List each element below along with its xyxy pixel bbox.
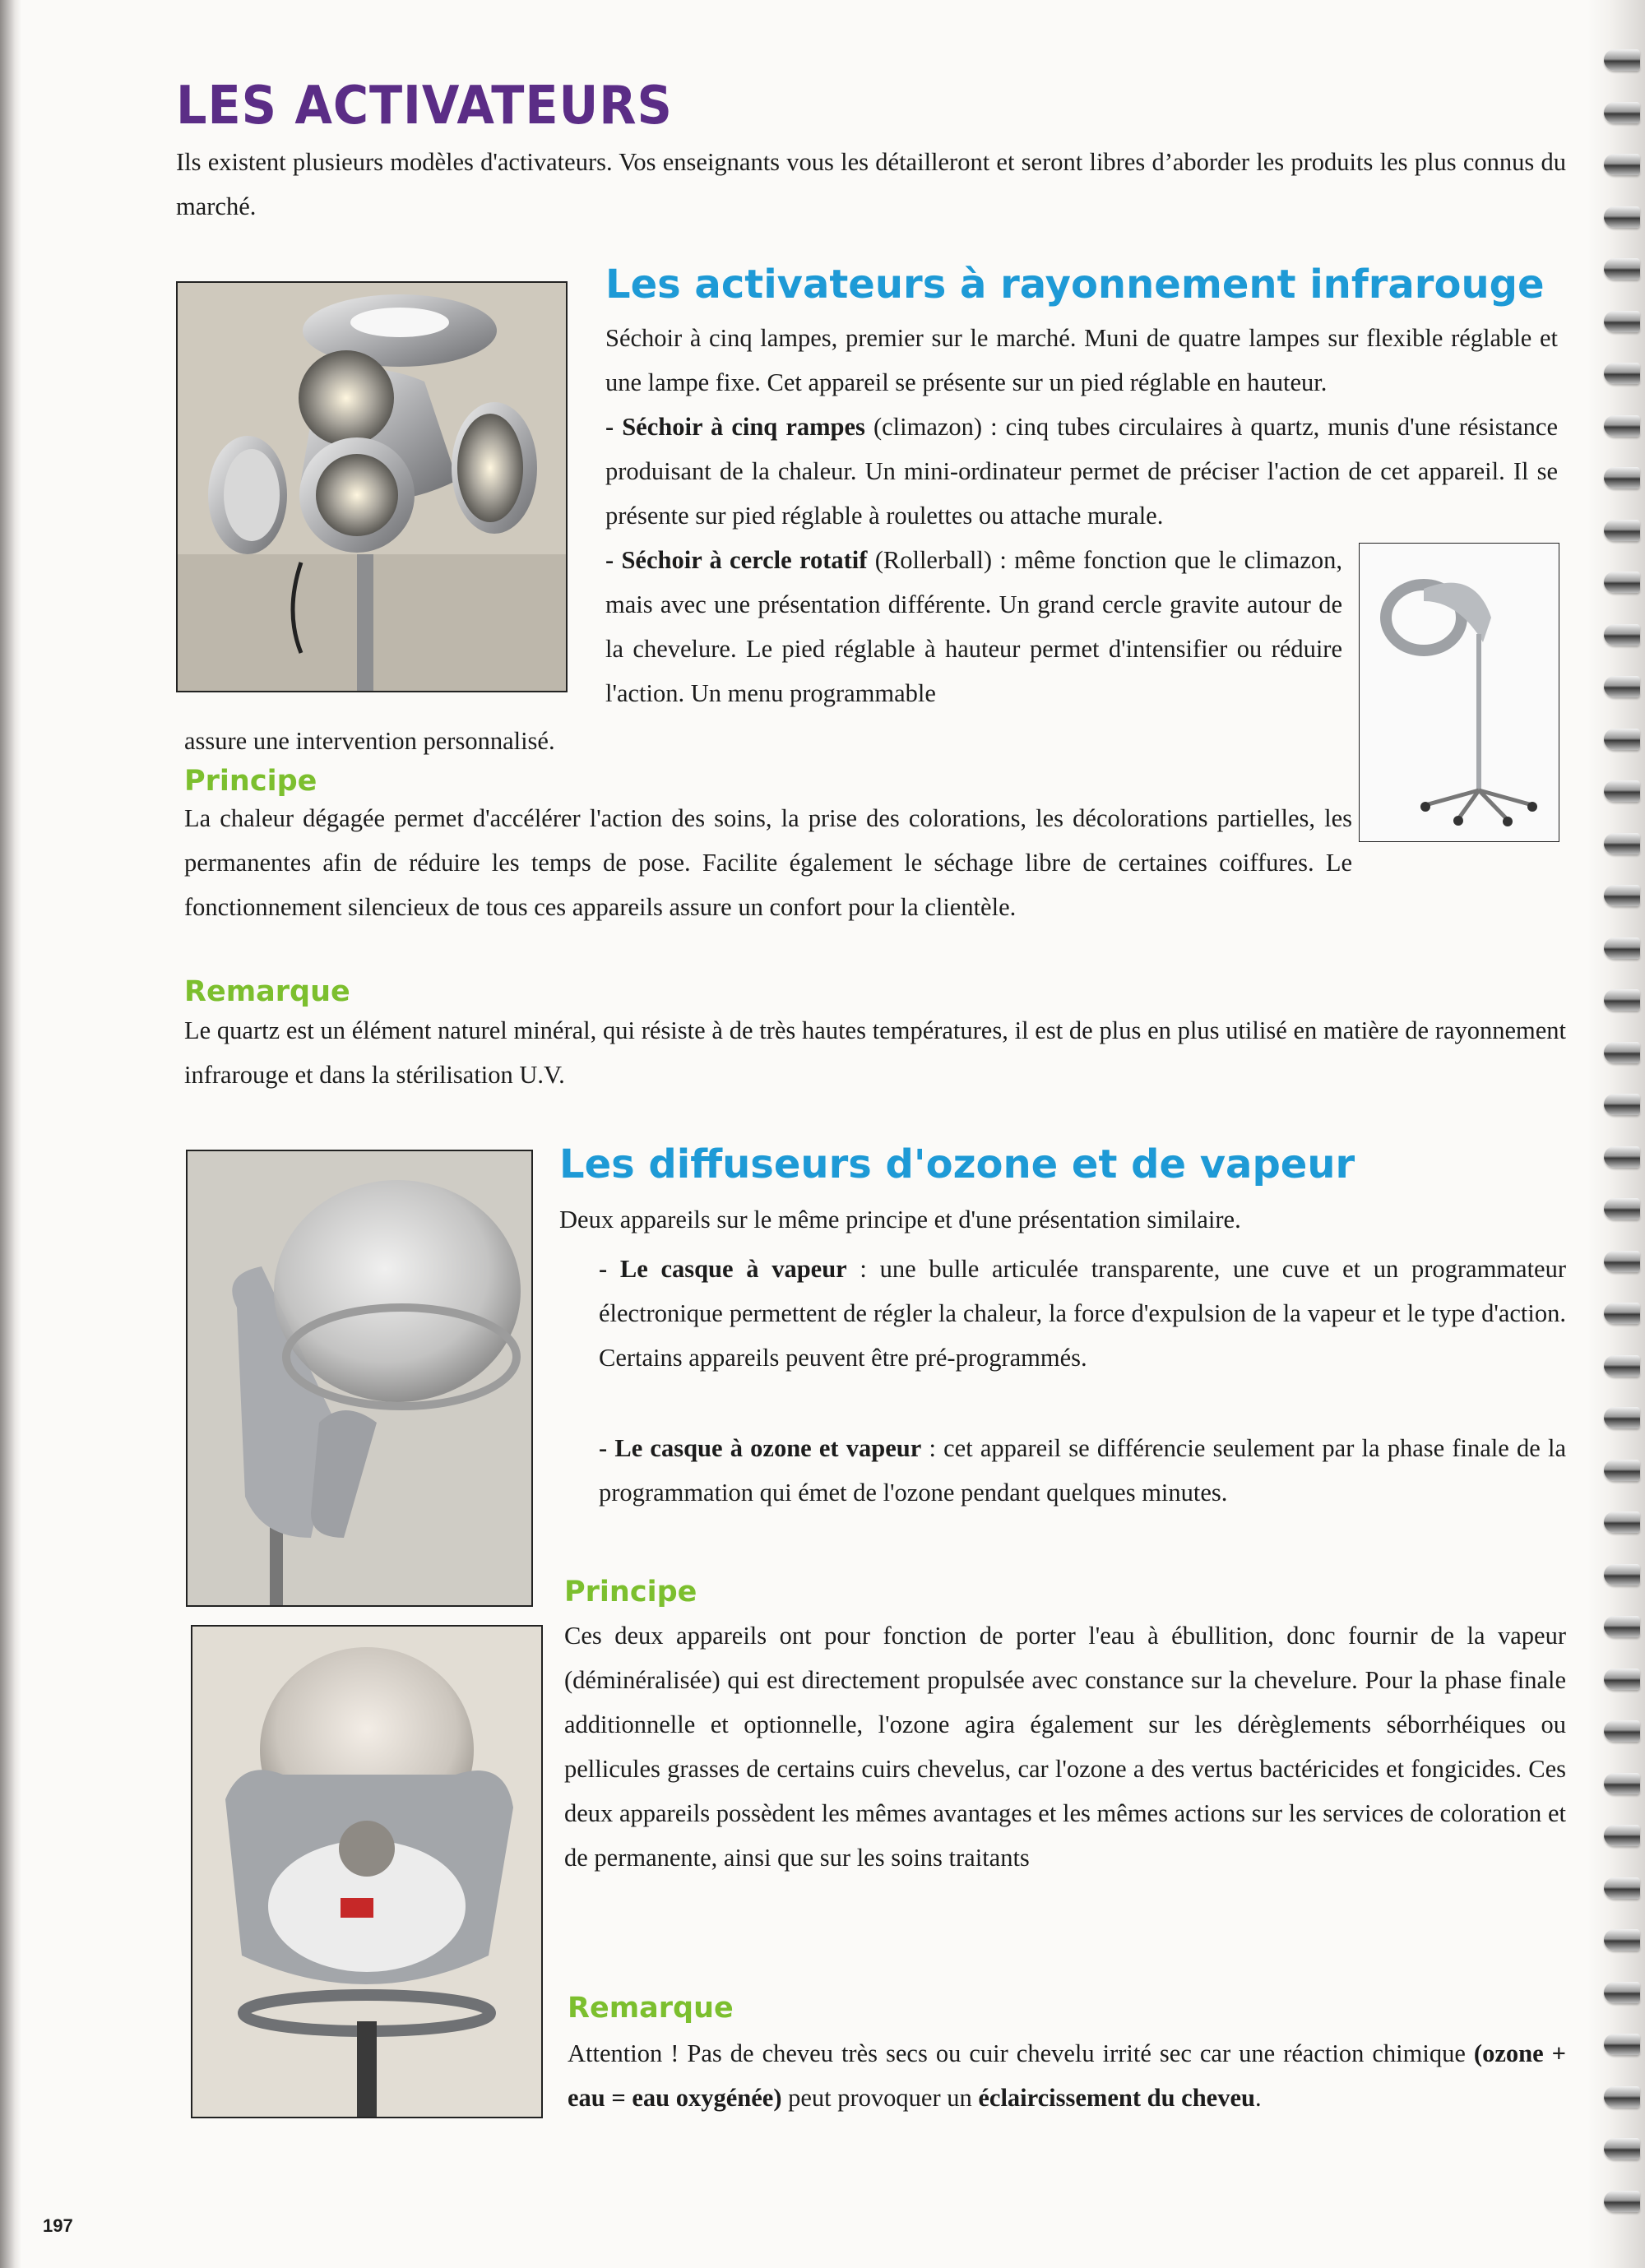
page-title: LES ACTIVATEURS: [176, 76, 673, 137]
spiral-coil: [1604, 729, 1640, 750]
spiral-coil: [1604, 1407, 1640, 1428]
spiral-coil: [1604, 833, 1640, 854]
section1-item-rotating-circle: [605, 538, 1342, 715]
spiral-coil: [1604, 2191, 1640, 2212]
spiral-coil: [1604, 676, 1640, 697]
spiral-coil: [1604, 102, 1640, 123]
section1-principe-text: La chaleur dégagée permet d'accélérer l'action des soins, la prise des colorations, les décolorations partielles, les permanentes afin de réduire les temps de pose. Facilite également le séchage libre de certaines coiffures. Le fonctionnement silencieux de tous ces appareils assure un confort pour la clientèle.: [184, 804, 1352, 921]
spiral-coil: [1604, 1982, 1640, 2003]
spiral-coil: [1604, 1303, 1640, 1324]
ozone-steam-hood-photo: [191, 1625, 543, 2118]
spiral-coil: [1604, 1929, 1640, 1951]
spiral-coil: [1604, 206, 1640, 228]
steam-hood-illustration: [188, 1151, 531, 1605]
spiral-coil: [1604, 2138, 1640, 2159]
spiral-coil: [1604, 937, 1640, 959]
item-rotating-circle-text: (Rollerball) : même fonction que le climazon, mais avec une présentation différente. Un grand cercle gravite autour de la chevelure. Le pied réglable à hauteur permet d'intensifier ou réduire l'action. Un menu programmable: [605, 546, 1342, 707]
section1-item2-continuation: assure une intervention personnalisé.: [184, 727, 555, 755]
page-binding-shadow: [0, 0, 21, 2268]
section2-heading: Les diffuseurs d'ozone et de vapeur: [559, 1141, 1355, 1187]
spiral-coil: [1604, 520, 1640, 541]
spiral-coil: [1604, 1042, 1640, 1063]
item-steam-hood-text: : une bulle articulée transparente, une cuve et un programmateur électronique permettent de régler la chaleur, la force d'expulsion de la vapeur et le type d'action. Certains appareils peuvent être pré-programmés.: [599, 1255, 1566, 1372]
section2-intro: Deux appareils sur le même principe et d'une présentation similaire.: [559, 1206, 1241, 1234]
spiral-coil: [1604, 780, 1640, 802]
spiral-coil: [1604, 624, 1640, 646]
item-ozone-steam-hood-label: - Le casque à ozone et vapeur: [599, 1434, 922, 1462]
item-rotating-circle-label: - Séchoir à cercle rotatif: [605, 546, 868, 574]
infrared-dryer-photo: [176, 281, 568, 692]
rollerball-photo: [1359, 543, 1559, 842]
ozone-steam-hood-illustration: [192, 1627, 541, 2117]
section1-heading: Les activateurs à rayonnement infrarouge: [605, 262, 1545, 308]
item-five-ramps-text: (climazon) : cinq tubes circulaires à quartz, munis d'une résistance produisant de la chaleur. Un mini-ordinateur permet de préciser l'action de cet appareil. Il se présente sur pied réglable à roulettes ou attache murale.: [605, 413, 1558, 530]
section1-item-five-ramps: [605, 405, 1558, 538]
spiral-coil: [1604, 572, 1640, 593]
spiral-coil: [1604, 363, 1640, 384]
spiral-coil: [1604, 1146, 1640, 1168]
section1-principe-heading: Principe: [184, 765, 317, 798]
spiral-coil: [1604, 311, 1640, 332]
spiral-coil: [1604, 1251, 1640, 1272]
section1-para1: Séchoir à cinq lampes, premier sur le marché. Muni de quatre lampes sur flexible réglable et une lampe fixe. Cet appareil se présente sur un pied réglable en hauteur.: [605, 324, 1558, 396]
spiral-coil: [1604, 1773, 1640, 1794]
spiral-coil: [1604, 49, 1640, 71]
item-steam-hood-label: - Le casque à vapeur: [599, 1255, 847, 1283]
spiral-coil: [1604, 885, 1640, 906]
spiral-coil: [1604, 989, 1640, 1011]
spiral-coil: [1604, 467, 1640, 488]
spiral-coil: [1604, 415, 1640, 437]
section2-remarque-text: Attention ! Pas de cheveu très secs ou cuir chevelu irrité sec car une réaction chimique (ozone + eau = eau oxygénée) peut provoquer un éclaircissement du cheveu.: [568, 2039, 1567, 2112]
spiral-coil: [1604, 258, 1640, 280]
section1-remarque-text: Le quartz est un élément naturel minéral, qui résiste à de très hautes températures, il est de plus en plus utilisé en matière de rayonnement infrarouge et dans la stérilisation U.V.: [184, 1016, 1566, 1089]
section2-item-steam-hood: [599, 1247, 1566, 1380]
intro-paragraph: Ils existent plusieurs modèles d'activateurs. Vos enseignants vous les détailleront et seront libres d’aborder les produits les plus connus du marché.: [176, 148, 1566, 220]
five-lamp-dryer-illustration: [178, 283, 566, 691]
section2-principe-text: Ces deux appareils ont pour fonction de porter l'eau à ébullition, donc fournir de la vapeur (déminéralisée) qui est directement propulsée avec constance sur la chevelure. Pour la phase finale additionnelle et optionnelle, l'ozone agira également sur les dérèglements séborrhéiques ou pellicules grasses de certains cuirs chevelus, car l'ozone a des vertus bactéricides et fongicides. Ces deux appareils possèdent les mêmes avantages et les mêmes actions sur les services de coloration et de permanente, ainsi que sur les soins traitants: [564, 1622, 1566, 1872]
spiral-coil: [1604, 1825, 1640, 1846]
spiral-coil: [1604, 1669, 1640, 1690]
spiral-coil: [1604, 1616, 1640, 1637]
spiral-coil: [1604, 1720, 1640, 1742]
section2-remarque-heading: Remarque: [568, 1992, 734, 2025]
spiral-coil: [1604, 1877, 1640, 1899]
steam-hood-photo: [186, 1150, 533, 1607]
section1-remarque-heading: Remarque: [184, 975, 350, 1008]
rollerball-illustration: [1360, 544, 1559, 841]
item-five-ramps-label: - Séchoir à cinq rampes: [605, 413, 865, 441]
section2-item-ozone-steam-hood: [599, 1426, 1566, 1515]
spiral-coil: [1604, 1511, 1640, 1533]
section2-principe-heading: Principe: [564, 1576, 697, 1608]
spiral-coil: [1604, 1198, 1640, 1220]
spiral-coil: [1604, 1355, 1640, 1377]
spiral-coil: [1604, 154, 1640, 175]
spiral-coil: [1604, 1460, 1640, 1481]
item-ozone-steam-hood-text: : cet appareil se différencie seulement par la phase finale de la programmation qui émet de l'ozone pendant quelques minutes.: [599, 1434, 1566, 1507]
spiral-coil: [1604, 1094, 1640, 1115]
spiral-coil: [1604, 1564, 1640, 1585]
spiral-coil: [1604, 2034, 1640, 2055]
spiral-binding: [1596, 49, 1645, 2253]
page-number: 197: [43, 2215, 73, 2236]
spiral-coil: [1604, 2086, 1640, 2108]
